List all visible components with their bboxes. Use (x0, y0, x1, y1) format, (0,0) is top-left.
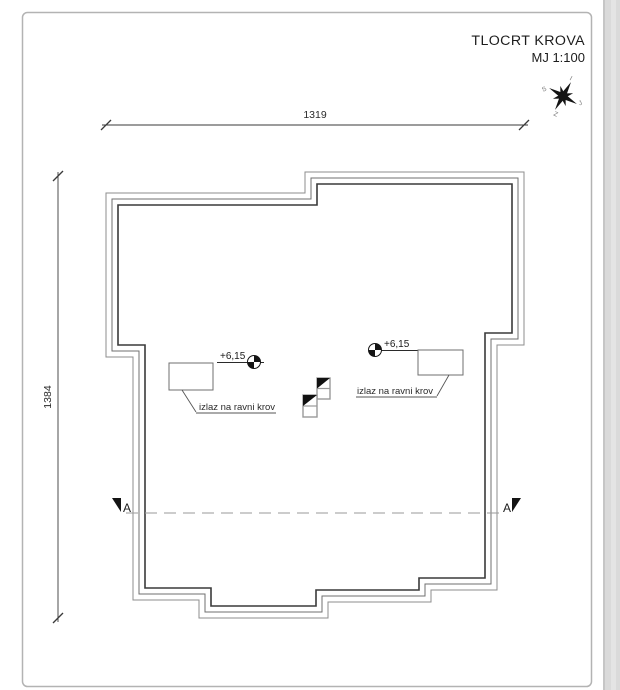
roof-hatch-left (169, 363, 213, 390)
side-panel-edge (603, 0, 620, 690)
roof-hatch-right (418, 350, 463, 375)
elevation-left-value: +6,15 (220, 351, 246, 362)
dimension-left-label: 1384 (42, 385, 54, 409)
compass-label-south: J (577, 99, 584, 108)
side-panel-highlight (611, 0, 616, 690)
dimension-top-label: 1319 (303, 109, 327, 121)
elevation-right-value: +6,15 (384, 339, 410, 350)
compass-label-east: I (568, 75, 574, 83)
compass-label-west: Z (552, 110, 559, 119)
compass-label-north: S (540, 85, 548, 94)
side-panel-edge-line (603, 0, 605, 690)
roof-exit-left-label: izlaz na ravni krov (199, 402, 276, 413)
drawing-scale: MJ 1:100 (531, 50, 585, 65)
section-label-right: A (502, 501, 511, 515)
benchmark-icon (248, 356, 261, 369)
roof-vent-upper (317, 378, 330, 399)
roof-vent-lower (303, 395, 317, 417)
benchmark-icon (369, 344, 382, 357)
roof-exit-right-label: izlaz na ravni krov (357, 386, 434, 397)
drawing-title: TLOCRT KROVA (471, 33, 585, 49)
section-label-left: A (123, 501, 132, 515)
